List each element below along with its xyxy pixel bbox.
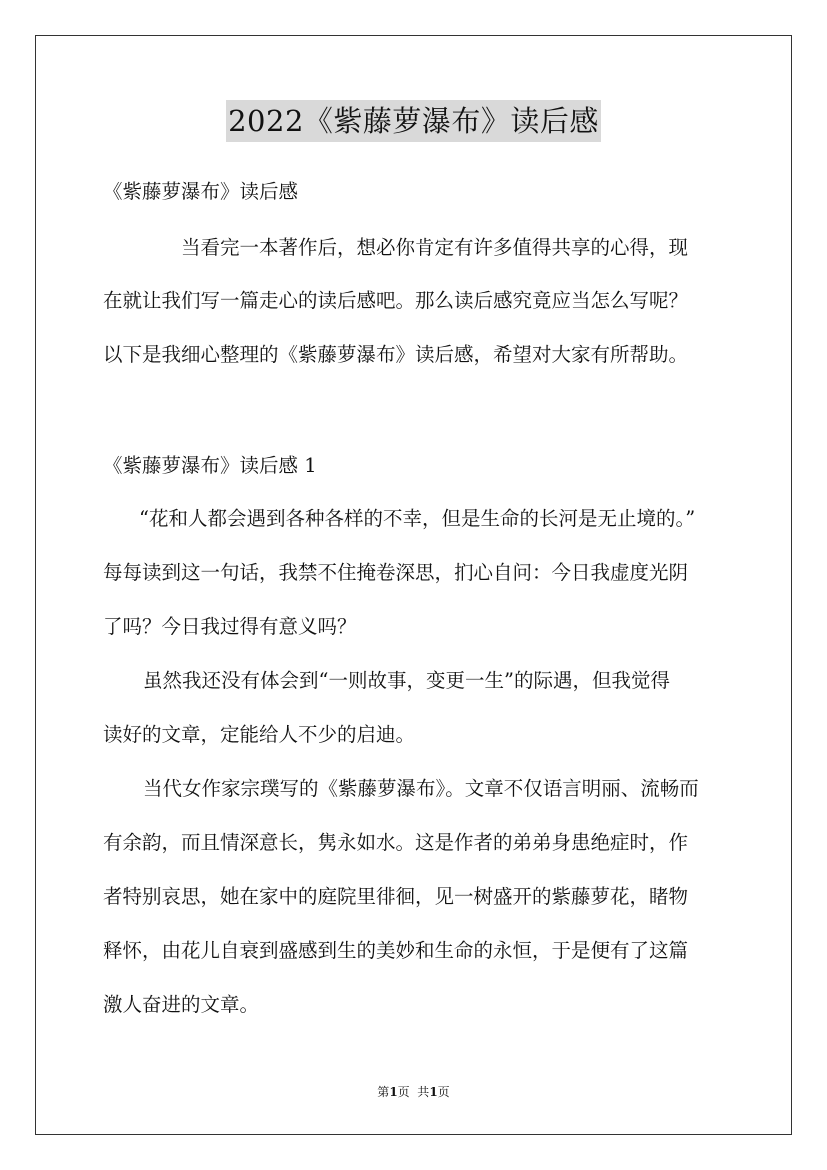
body-line-3: 了吗？今日我过得有意义吗？ [103,615,357,638]
footer-page-suffix: 页 [437,1085,450,1099]
footer-page-prefix: 第 [377,1085,390,1099]
body-line-9: 释怀，由花儿自衰到盛感到生的美妙和生命的永恒，于是便有了这篇 [103,939,689,962]
body-line-6: 当代女作家宗璞写的《紫藤萝瀑布》。文章不仅语言明丽、流畅而 [143,777,699,800]
footer-page-current: 1 [389,1085,398,1099]
title-container [0,100,827,142]
document-title: 2022《紫藤萝瀑布》读后感 [226,100,601,142]
body-line-1: “花和人都会遇到各种各样的不幸，但是生命的长河是无止境的。” [139,507,696,530]
intro-line-1: 当看完一本著作后，想必你肯定有许多值得共享的心得，现 [181,236,689,259]
body-line-8: 者特别哀思，她在家中的庭院里徘徊，见一树盛开的紫藤萝花，睹物 [103,885,689,908]
section-heading: 《紫藤萝瀑布》读后感 1 [103,454,317,477]
subtitle: 《紫藤萝瀑布》读后感 [103,180,299,203]
footer-page-mid: 页 共 [397,1085,430,1099]
body-line-2: 每每读到这一句话，我禁不住掩卷深思，扪心自问：今日我虚度光阴 [103,561,689,584]
body-line-7: 有余韵，而且情深意长，隽永如水。这是作者的弟弟身患绝症时，作 [103,831,689,854]
body-line-5: 读好的文章，定能给人不少的启迪。 [103,723,416,746]
intro-line-3: 以下是我细心整理的《紫藤萝瀑布》读后感，希望对大家有所帮助。 [103,343,689,366]
page-footer [0,1084,827,1100]
body-line-4: 虽然我还没有体会到“一则故事，变更一生”的际遇，但我觉得 [143,669,670,692]
body-line-10: 激人奋进的文章。 [103,993,260,1016]
footer-page-total: 1 [429,1085,438,1099]
intro-line-2: 在就让我们写一篇走心的读后感吧。那么读后感究竟应当怎么写呢？ [103,289,689,312]
